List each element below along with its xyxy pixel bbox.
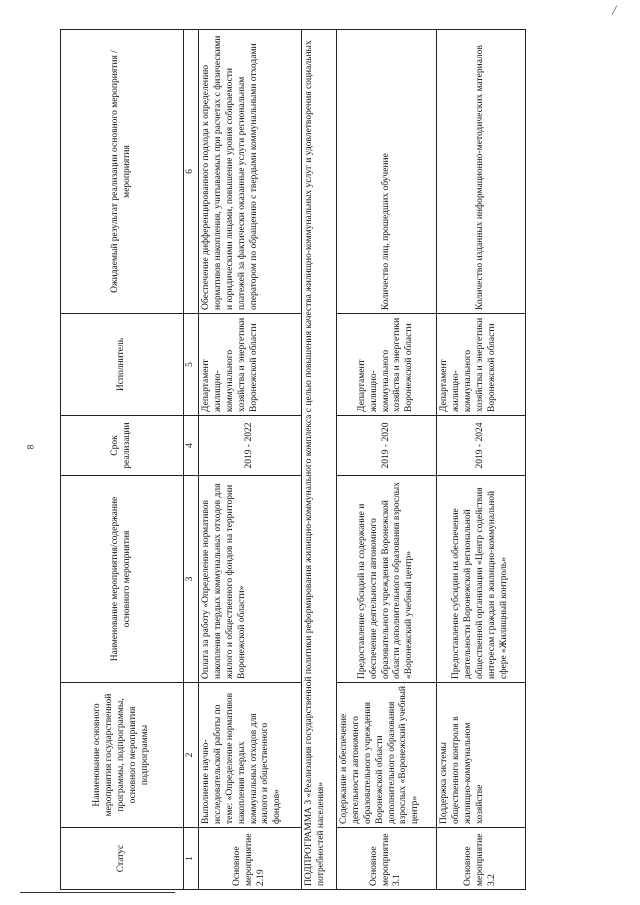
row-result: Количество лиц, прошедших обучение	[337, 30, 437, 314]
rotated-table-wrapper	[60, 30, 625, 890]
subprogram-title: ПОДПРОГРАММА 3 «Реализация государственной политики реформирования жилищно-коммунального комплекса с целью повышения качества жилищно-коммунальных услуг и удовлетворения социальных потребностей населения»	[302, 30, 337, 890]
table-row	[437, 30, 526, 890]
col-num-2: 2	[184, 683, 199, 828]
col-num-1: 1	[184, 828, 199, 890]
row-content: Оплата за работу «Определение нормативов накопления твердых коммунальных отходов для жилого и общественного фондов на территории Воронежской области»	[199, 476, 302, 683]
header-row	[61, 30, 184, 890]
row-period: 2019 - 2020	[337, 416, 437, 476]
header-executor: Исполнитель	[61, 314, 184, 416]
program-table	[60, 29, 526, 890]
col-num-3: 3	[184, 476, 199, 683]
row-period: 2019 - 2024	[437, 416, 526, 476]
row-status: Основное мероприятие 2.19	[199, 828, 302, 890]
col-num-4: 4	[184, 416, 199, 476]
row-executor: Департамент жилищно-коммунального хозяйства и энергетики Воронежской области	[199, 314, 302, 416]
row-result: Обеспечение дифференцированного подхода к определению нормативов накопления, учитываемых при расчетах с физическими и юридическими лицами, повышение уровня собираемости платежей за фактически оказанные услуги региональным оператором по обращению с твердыми коммунальными отходами	[199, 30, 302, 314]
header-result: Ожидаемый результат реализации основного мероприятия /мероприятия	[61, 30, 184, 314]
subprogram-row	[302, 30, 337, 890]
row-executor: Департамент жилищно-коммунального хозяйства и энергетики Воронежской области	[337, 314, 437, 416]
row-executor: Департамент жилищно-коммунального хозяйства и энергетики Воронежской области	[437, 314, 526, 416]
row-content: Предоставление субсидий на содержание и обеспечение деятельности автономного образовательного учреждения Воронежской области дополнительного образования взрослых «Воронежский учебный центр»	[337, 476, 437, 683]
footer-line	[20, 892, 175, 893]
row-period: 2019 - 2022	[199, 416, 302, 476]
header-status: Статус	[61, 828, 184, 890]
row-content: Предоставление субсидии на обеспечение деятельности Воронежской региональной общественной организации «Центр содействия интересам граждан в жилищно-коммунальной сфере «Жилищный контроль»	[437, 476, 526, 683]
header-name: Наименование основного мероприятия государственной программы, подпрограммы, основного мероприятия подпрограммы	[61, 683, 184, 828]
scan-mark: ╱	[612, 6, 617, 15]
row-status: Основное мероприятие 3.1	[337, 828, 437, 890]
row-name: Содержание и обеспечение деятельности автономного образовательного учреждения Воронежской области дополнительного образования взрослых «Воронежский учебный центр»	[337, 683, 437, 828]
row-name: Поддержка системы общественного контроля в жилищно-коммунальном хозяйстве	[437, 683, 526, 828]
table-row	[199, 30, 302, 890]
col-num-6: 6	[184, 30, 199, 314]
row-status: Основное мероприятие 3.2	[437, 828, 526, 890]
column-number-row	[184, 30, 199, 890]
table-row	[337, 30, 437, 890]
page-number: 8	[25, 444, 36, 450]
row-result: Количество изданных информационно-методических материалов	[437, 30, 526, 314]
col-num-5: 5	[184, 314, 199, 416]
row-name: Выполнение научно-исследовательской работы по теме: «Определение нормативов накопления твердых коммунальных отходов для жилого и общественного фондов»	[199, 683, 302, 828]
header-content: Наименование мероприятия/содержание основного мероприятия	[61, 476, 184, 683]
header-period: Срок реализации	[61, 416, 184, 476]
